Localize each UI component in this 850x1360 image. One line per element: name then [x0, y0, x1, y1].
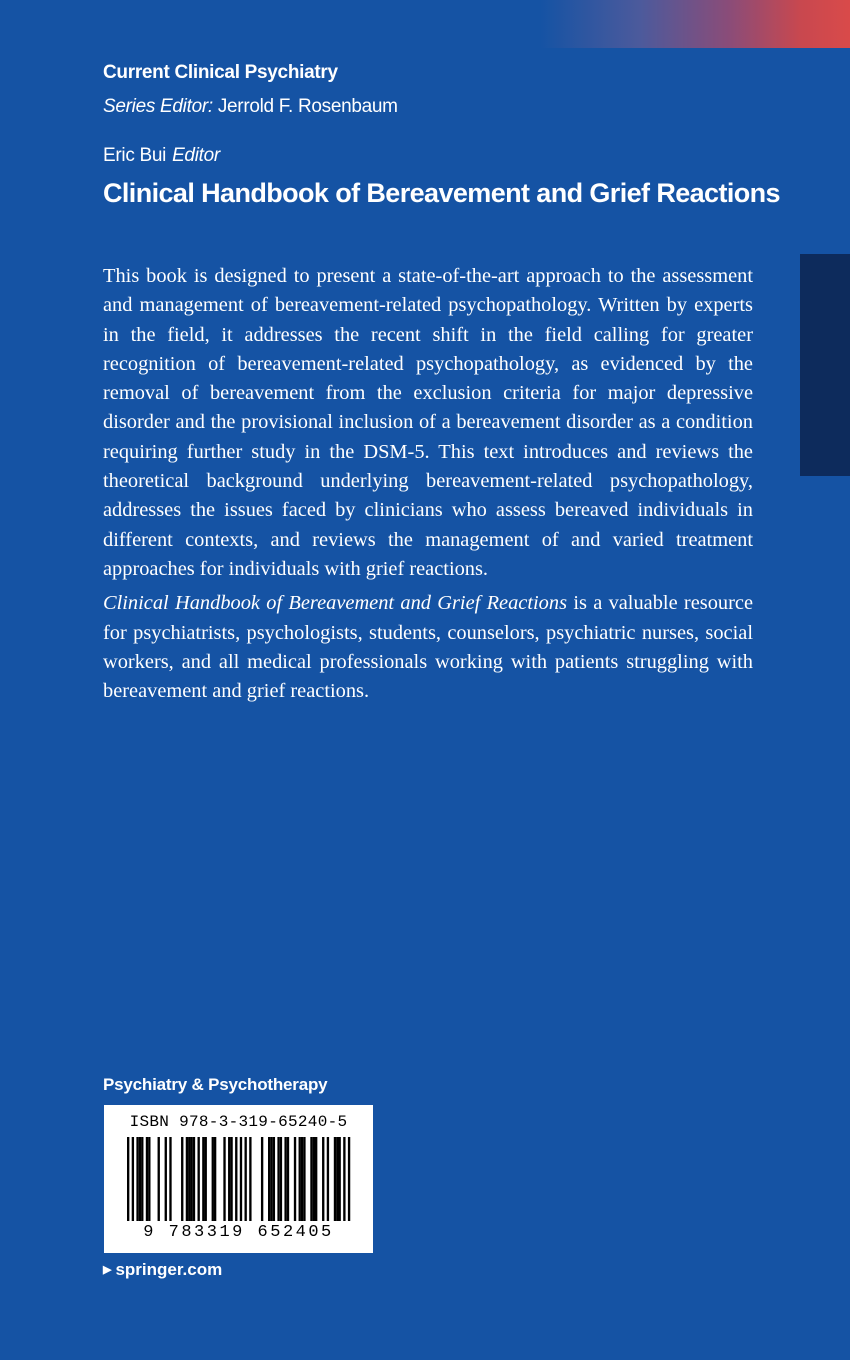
barcode-bar	[240, 1137, 242, 1221]
book-editor-line	[103, 143, 220, 169]
barcode-bar	[165, 1137, 167, 1221]
barcode-bar	[186, 1137, 188, 1221]
barcode-bar	[294, 1137, 296, 1221]
barcode-bar	[193, 1137, 195, 1221]
barcode-bar	[214, 1137, 216, 1221]
barcode-bar	[277, 1137, 279, 1221]
barcode-bar	[348, 1137, 350, 1221]
barcode-bar	[273, 1137, 275, 1221]
barcode-bar	[313, 1137, 315, 1221]
barcode-digits: 9 783319 652405	[143, 1223, 334, 1242]
website-link[interactable]	[103, 1257, 222, 1283]
barcode-bar	[132, 1137, 134, 1221]
barcode-bar	[322, 1137, 324, 1221]
barcode-bar	[301, 1137, 303, 1221]
description-paragraph-2-text: is a valuable resource for psychiatrists, psychologists, students, counselors, psychiatric nurses, social workers, and all medical professionals working with patients struggling with bereavement and grief reactions.	[103, 592, 753, 703]
barcode-bar	[287, 1137, 289, 1221]
series-editor-label: Series Editor:	[103, 96, 213, 117]
isbn-label: ISBN 978-3-319-65240-5	[129, 1113, 348, 1131]
description-paragraph-2	[103, 589, 753, 706]
top-gradient-band	[0, 0, 850, 48]
subject-category: Psychiatry & Psychotherapy	[103, 1075, 328, 1094]
barcode-bar	[127, 1137, 129, 1221]
barcode-bar	[343, 1137, 345, 1221]
book-editor-name: Eric Bui	[103, 145, 167, 166]
barcode-bar	[310, 1137, 312, 1221]
series-editor-name: Jerrold F. Rosenbaum	[217, 96, 398, 117]
barcode-bar	[139, 1137, 141, 1221]
barcode-bar	[284, 1137, 286, 1221]
barcode-bar	[158, 1137, 160, 1221]
barcode-bar	[188, 1137, 190, 1221]
barcode-bar	[181, 1137, 183, 1221]
barcode-bar	[245, 1137, 247, 1221]
description-book-title: Clinical Handbook of Bereavement and Grief Reactions	[103, 592, 568, 615]
barcode-bar	[212, 1137, 214, 1221]
side-tab	[800, 254, 850, 476]
barcode-bar	[136, 1137, 138, 1221]
barcode-bar	[141, 1137, 143, 1221]
book-description	[103, 262, 753, 706]
arrow-right-icon: ▶	[103, 1264, 112, 1276]
barcode-bars	[116, 1137, 361, 1221]
barcode-bar	[205, 1137, 207, 1221]
barcode-bar	[315, 1137, 317, 1221]
barcode-bar	[190, 1137, 192, 1221]
barcode-bar	[334, 1137, 336, 1221]
barcode-bar	[249, 1137, 251, 1221]
barcode-bar	[169, 1137, 171, 1221]
barcode-bar	[223, 1137, 225, 1221]
book-editor-role: Editor	[172, 145, 220, 166]
barcode-bar	[148, 1137, 150, 1221]
website-text: springer.com	[115, 1260, 223, 1279]
book-title: Clinical Handbook of Bereavement and Grief Reactions	[103, 178, 780, 208]
barcode-bar	[198, 1137, 200, 1221]
barcode-bar	[235, 1137, 237, 1221]
barcode-bar	[280, 1137, 282, 1221]
series-title: Current Clinical Psychiatry	[103, 62, 338, 83]
series-editor-line	[103, 94, 398, 120]
barcode-bar	[261, 1137, 263, 1221]
barcode-bar	[299, 1137, 301, 1221]
barcode-bar	[268, 1137, 270, 1221]
barcode-bar	[146, 1137, 148, 1221]
barcode-bar	[339, 1137, 341, 1221]
barcode-bar	[270, 1137, 272, 1221]
isbn-barcode	[104, 1105, 373, 1253]
description-paragraph-1: This book is designed to present a state-of-the-art approach to the assessment and management of bereavement-related psychopathology. Written by experts in the field, it addresses the recent shift in the field calling for greater recognition of bereavement-related psychopathology, as evidenced by the removal of bereavement from the exclusion criteria for major depressive disorder and the provisional inclusion of a bereavement disorder as a condition requiring further study in the DSM-5. This text introduces and reviews the theoretical background underlying bereavement-related psychopathology, addresses the issues faced by clinicians who assess bereaved individuals in different contexts, and reviews the management of and varied treatment approaches for individuals with grief reactions.	[103, 265, 753, 580]
barcode-bar	[336, 1137, 338, 1221]
barcode-bar	[327, 1137, 329, 1221]
barcode-bar	[303, 1137, 305, 1221]
barcode-bar	[228, 1137, 230, 1221]
barcode-bar	[202, 1137, 204, 1221]
barcode-bar	[230, 1137, 232, 1221]
